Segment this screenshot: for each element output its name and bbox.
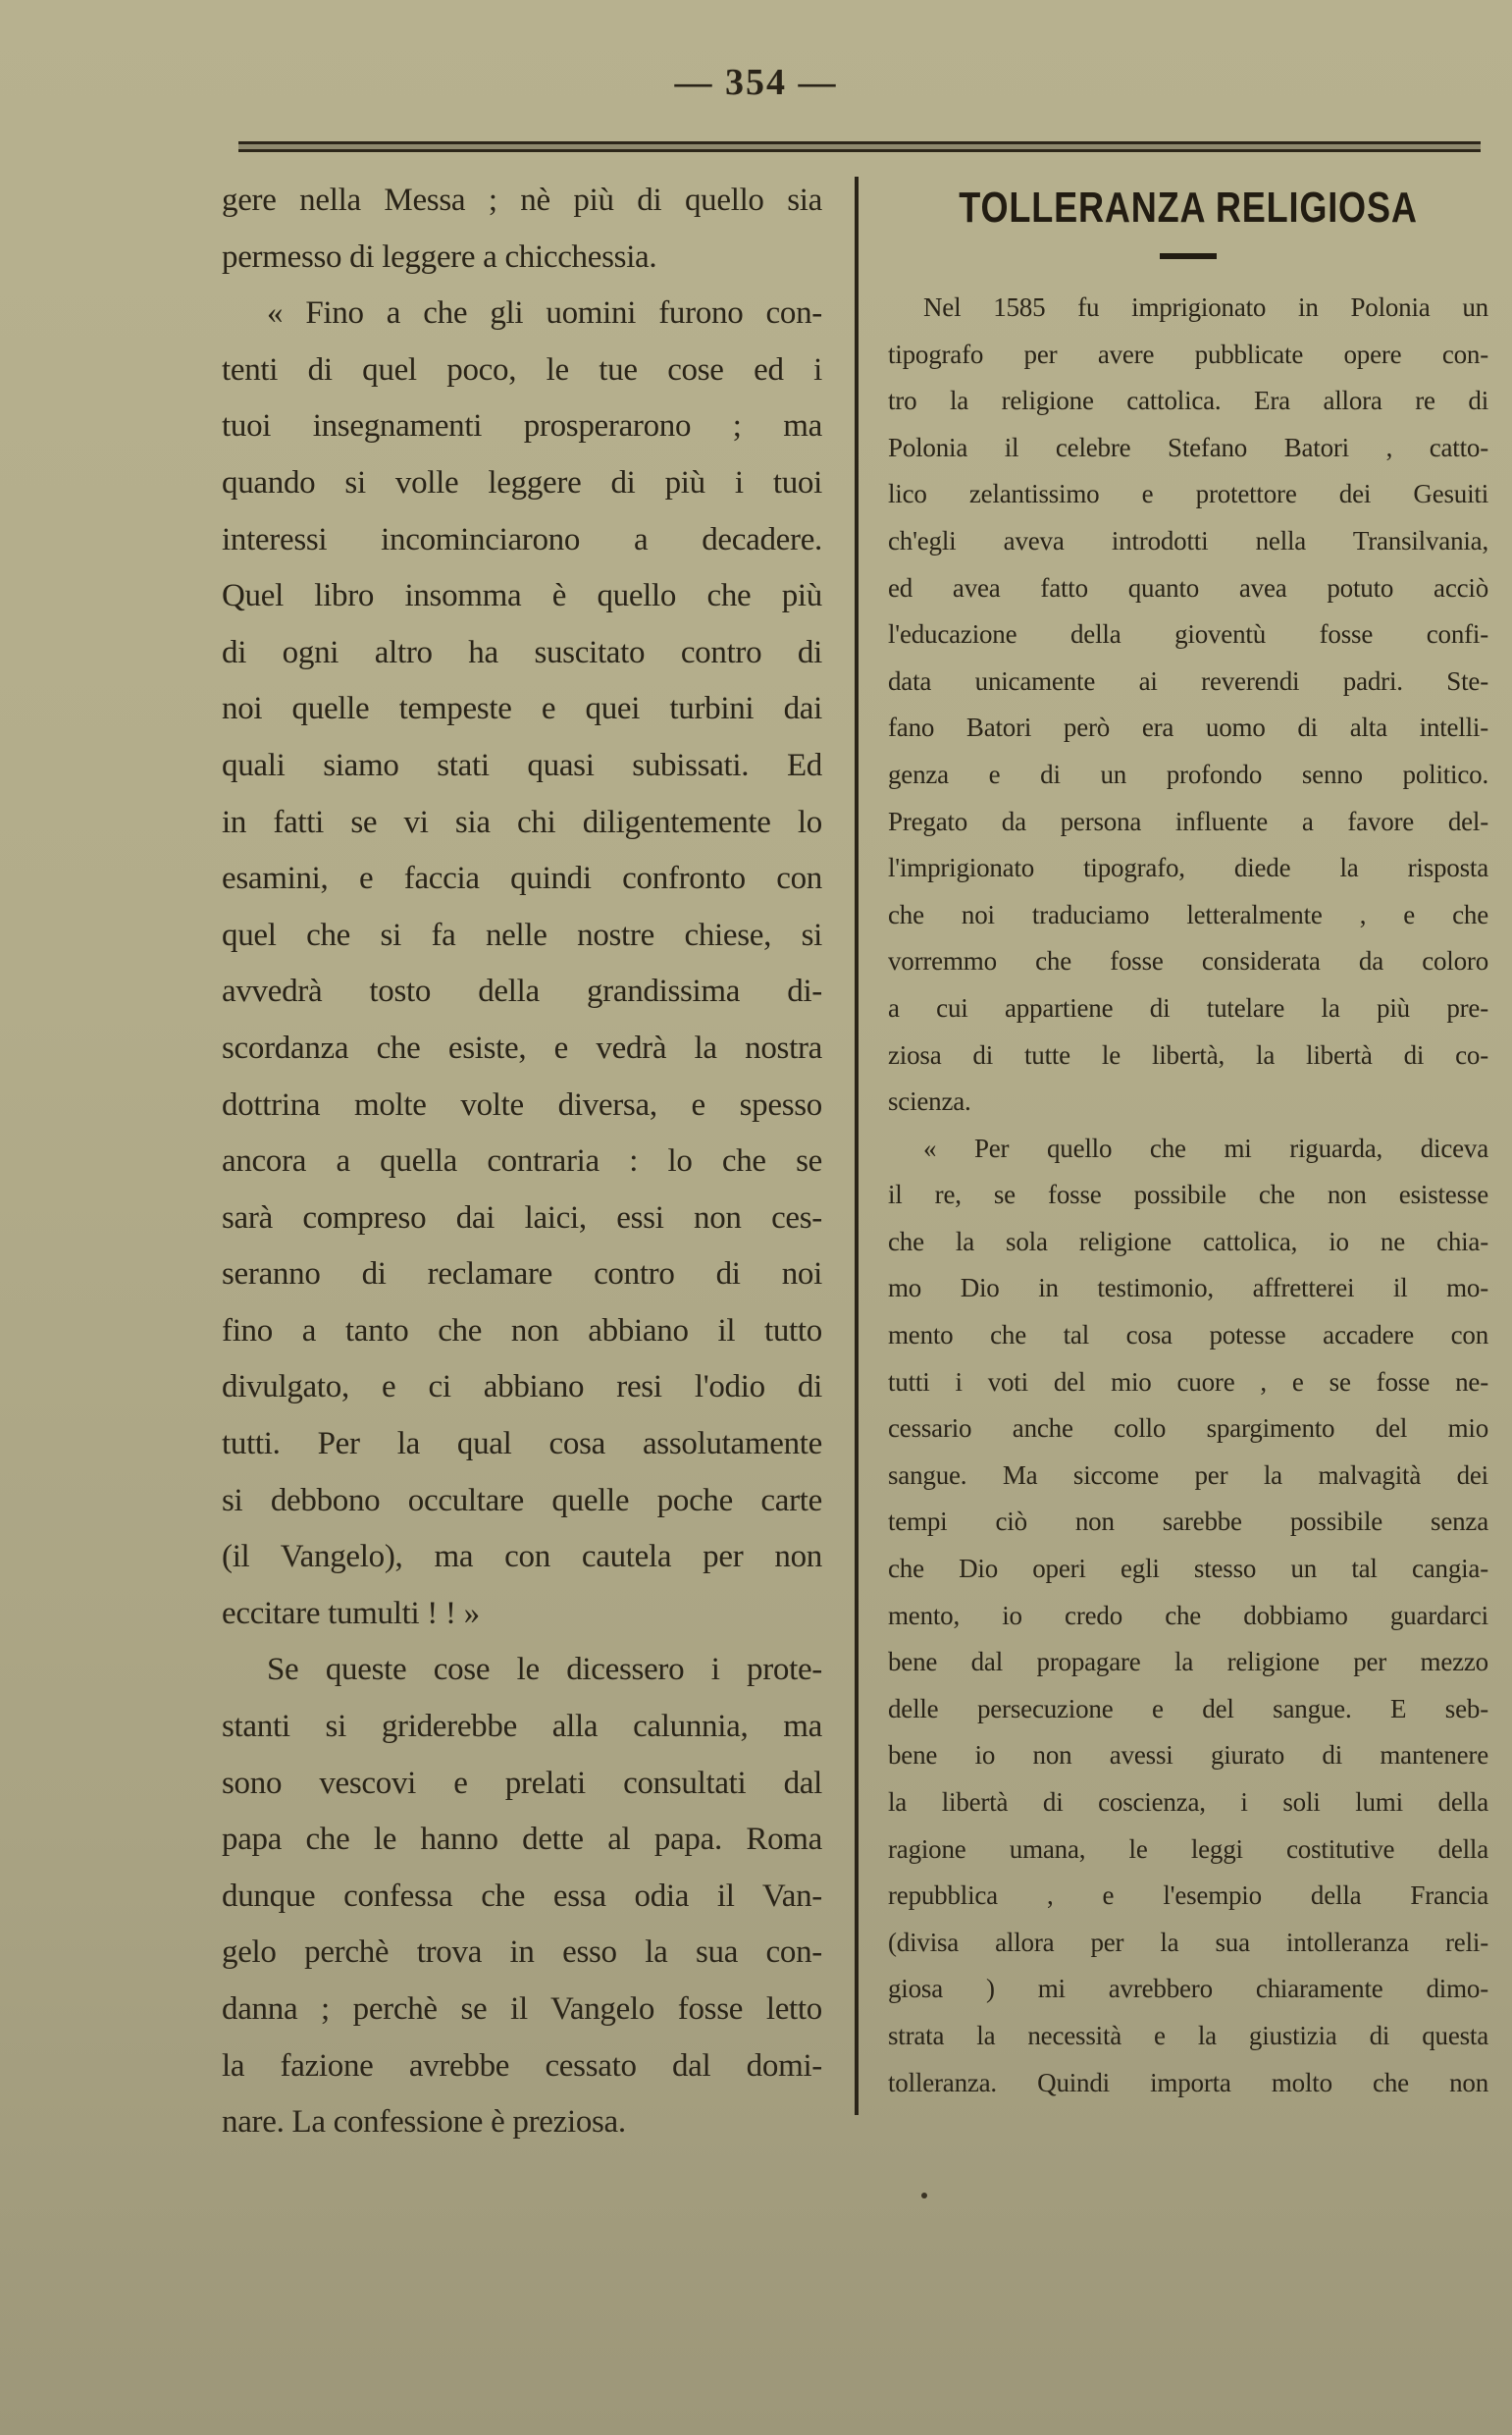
text-line: ancora a quella contraria : lo che se	[222, 1143, 822, 1180]
text-line: che noi traduciamo letteralmente , e che	[888, 899, 1488, 929]
text-line: strata la necessità e la giustizia di questa	[888, 2020, 1488, 2050]
text-line: (divisa allora per la sua intolleranza reli-	[888, 1927, 1488, 1957]
text-line: che Dio operi egli stesso un tal cangia-	[888, 1554, 1488, 1584]
text-line: bene io non avessi giurato di mantenere	[888, 1740, 1488, 1771]
text-line: seranno di reclamare contro di noi	[222, 1256, 822, 1293]
text-line: tipografo per avere pubblicate opere con-	[888, 339, 1488, 369]
header-double-rule	[238, 141, 1481, 152]
text-line: data unicamente ai reverendi padri. Ste-	[888, 665, 1488, 696]
text-line: tuoi insegnamenti prosperarono ; ma	[222, 408, 822, 445]
text-line: eccitare tumulti ! ! »	[222, 1595, 480, 1631]
text-line: noi quelle tempeste e quei turbini dai	[222, 691, 822, 727]
text-line: Pregato da persona influente a favore del-	[888, 806, 1488, 836]
text-line: quali siamo stati quasi subissati. Ed	[222, 747, 822, 783]
text-line: Nel 1585 fu imprigionato in Polonia un	[923, 292, 1488, 322]
text-line: scienza.	[888, 1086, 971, 1117]
text-line: in fatti se vi sia chi diligentemente lo	[222, 804, 822, 840]
text-line: gere nella Messa ; nè più di quello sia	[222, 183, 822, 218]
text-line: tutti. Per la qual cosa assolutamente	[222, 1426, 822, 1462]
text-line: ziosa di tutte le libertà, la libertà di co-	[888, 1039, 1488, 1070]
text-line: ch'egli aveva introdotti nella Transilvania,	[888, 525, 1488, 556]
text-line: l'educazione della gioventù fosse confi-	[888, 619, 1488, 650]
text-line: tenti di quel poco, le tue cose ed i	[222, 351, 822, 388]
text-line: mento che tal cosa potesse accadere con	[888, 1320, 1488, 1350]
text-line: tro la religione cattolica. Era allora re di	[888, 386, 1488, 416]
text-line: « Fino a che gli uomini furono con-	[267, 295, 822, 332]
text-line: divulgato, e ci abbiano resi l'odio di	[222, 1369, 822, 1405]
title-separator	[1160, 253, 1217, 259]
text-line: repubblica , e l'esempio della Francia	[888, 1880, 1488, 1911]
text-line: interessi incominciarono a decadere.	[222, 521, 822, 557]
article-title: TOLLERANZA RELIGIOSA	[959, 184, 1418, 232]
paper-speck	[921, 2193, 927, 2198]
column-divider	[855, 177, 859, 2115]
text-line: lico zelantissimo e protettore dei Gesuiti	[888, 479, 1488, 509]
left-column	[222, 173, 822, 2151]
text-line: sarà compreso dai laici, essi non ces-	[222, 1199, 822, 1236]
text-line: fano Batori però era uomo di alta intelli-	[888, 713, 1488, 743]
text-line: il re, se fosse possibile che non esistesse	[888, 1180, 1488, 1210]
text-line: scordanza che esiste, e vedrà la nostra	[222, 1030, 822, 1066]
text-line: che la sola religione cattolica, io ne chia-	[888, 1226, 1488, 1256]
text-line: dottrina molte volte diversa, e spesso	[222, 1086, 822, 1123]
text-line: Polonia il celebre Stefano Batori , catto-	[888, 432, 1488, 462]
text-line: a cui appartiene di tutelare la più pre-	[888, 992, 1488, 1023]
text-line: ragione umana, le leggi costitutive della	[888, 1833, 1488, 1864]
text-line: ed avea fatto quanto avea potuto acciò	[888, 572, 1488, 603]
text-line: di ogni altro ha suscitato contro di	[222, 634, 822, 670]
text-line: (il Vangelo), ma con cautela per non	[222, 1539, 822, 1575]
text-line: la fazione avrebbe cessato dal domi-	[222, 2047, 822, 2084]
right-column	[888, 173, 1488, 2106]
text-line: stanti si griderebbe alla calunnia, ma	[222, 1709, 822, 1745]
text-line: sangue. Ma siccome per la malvagità dei	[888, 1459, 1488, 1490]
text-line: genza e di un profondo senno politico.	[888, 759, 1488, 789]
text-line: gelo perchè trova in esso la sua con-	[222, 1934, 822, 1971]
text-line: permesso di leggere a chicchessia.	[222, 238, 657, 275]
text-line: « Per quello che mi riguarda, diceva	[923, 1133, 1488, 1163]
text-line: tutti i voti del mio cuore , e se fosse ne-	[888, 1366, 1488, 1397]
text-line: mo Dio in testimonio, affretterei il mo-	[888, 1273, 1488, 1303]
text-line: bene dal propagare la religione per mezzo	[888, 1647, 1488, 1677]
text-line: fino a tanto che non abbiano il tutto	[222, 1312, 822, 1349]
text-line: avvedrà tosto della grandissima di-	[222, 974, 822, 1010]
text-line: Quel libro insomma è quello che più	[222, 578, 822, 614]
text-line: delle persecuzione e del sangue. E seb-	[888, 1693, 1488, 1723]
text-line: cessario anche collo spargimento del mio	[888, 1413, 1488, 1444]
text-line: giosa ) mi avrebbero chiaramente dimo-	[888, 1974, 1488, 2004]
text-line: sono vescovi e prelati consultati dal	[222, 1765, 822, 1801]
text-line: dunque confessa che essa odia il Van-	[222, 1878, 822, 1914]
text-line: mento, io credo che dobbiamo guardarci	[888, 1600, 1488, 1630]
text-line: la libertà di coscienza, i soli lumi della	[888, 1787, 1488, 1817]
text-line: l'imprigionato tipografo, diede la risposta	[888, 853, 1488, 883]
text-line: papa che le hanno dette al papa. Roma	[222, 1822, 822, 1858]
text-line: tempi ciò non sarebbe possibile senza	[888, 1507, 1488, 1537]
text-line: nare. La confessione è preziosa.	[222, 2104, 626, 2141]
text-line: quando si volle leggere di più i tuoi	[222, 464, 822, 501]
text-line: si debbono occultare quelle poche carte	[222, 1482, 822, 1518]
text-line: danna ; perchè se il Vangelo fosse letto	[222, 1991, 822, 2027]
text-line: vorremmo che fosse considerata da coloro	[888, 946, 1488, 977]
text-line: esamini, e faccia quindi confronto con	[222, 861, 822, 897]
text-line: tolleranza. Quindi importa molto che non	[888, 2067, 1488, 2097]
text-line: quel che si fa nelle nostre chiese, si	[222, 917, 822, 953]
page-number: — 354 —	[674, 62, 838, 103]
text-line: Se queste cose le dicessero i prote-	[267, 1652, 822, 1688]
